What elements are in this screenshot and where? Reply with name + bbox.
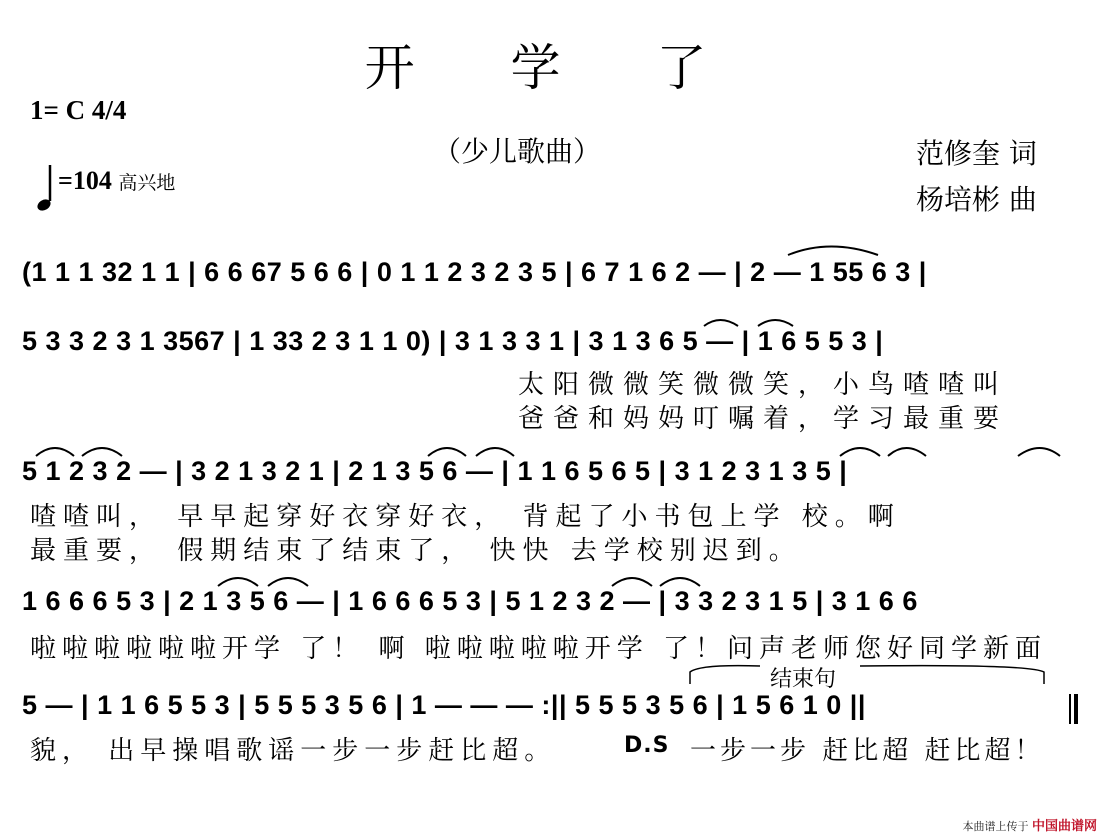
slur-line4c — [612, 578, 652, 586]
composer-credit: 杨培彬 曲 — [916, 183, 1037, 216]
lyric-line4: 啦啦啦啦啦啦开学 了！ 啊 啦啦啦啦啦开学 了！问声老师您好同学新面 — [30, 634, 1048, 664]
slur-line3c — [428, 448, 466, 456]
ending-bracket-right — [860, 666, 1044, 684]
ending-phrase-label: 结束句 — [770, 667, 837, 692]
ds-marking: D.S — [624, 733, 670, 758]
footer-site-name: 中国曲谱网 — [1031, 819, 1097, 834]
slur-line3f — [888, 448, 926, 456]
notation-line-5: 5 — | 1 1 6 5 5 3 | 5 5 5 3 5 6 | 1 — — — :|| 5 5 5 3 5 6 | 1 5 6 1 0 || — [22, 690, 866, 720]
tempo-value: =104 — [58, 166, 112, 195]
lyricist-credit: 范修奎 词 — [916, 137, 1037, 170]
slur-line3b — [82, 448, 122, 456]
notation-line-1: (1 1 1 32 1 1 | 6 6 67 5 6 6 | 0 1 1 2 3 2 3 5 | 6 7 1 6 2 — | 2 — 1 55 6 3 | — [22, 257, 927, 287]
tempo-expression: 高兴地 — [118, 172, 176, 194]
slur-line4a — [218, 578, 258, 586]
lyric-verse1-line2: 太阳微微笑微微笑，小鸟喳喳叫 — [518, 370, 1009, 400]
page-title: 开 学 了 — [364, 39, 747, 97]
slur-line3g — [1018, 448, 1060, 456]
slur-line4b — [268, 578, 308, 586]
lyric-verse2-line3: 最重要， 假期结束了结束了， 快快 去学校别迟到。 — [30, 536, 802, 566]
slur-line4d — [660, 578, 700, 586]
notation-line-4: 1 6 6 6 5 3 | 2 1 3 5 6 — | 1 6 6 6 5 3 | 5 1 2 3 2 — | 3 3 2 3 1 5 | 3 1 6 6 — [22, 586, 918, 616]
notation-line-3: 5 1 2 3 2 — | 3 2 1 3 2 1 | 2 1 3 5 6 — | 1 1 6 5 6 5 | 3 1 2 3 1 3 5 | — [22, 456, 848, 486]
lyric-verse1-line3: 喳喳叫， 早早起穿好衣穿好衣， 背起了小书包上学 校。啊 — [30, 502, 901, 532]
lyric-line5: 貌， 出早操唱歌谣一步一步赶比超。 — [30, 736, 557, 766]
tie-line1 — [788, 247, 878, 256]
key-signature: 1= C 4/4 — [30, 95, 127, 125]
lyric-verse2-line2: 爸爸和妈妈叮嘱着，学习最重要 — [518, 404, 1009, 434]
slur-line3e — [840, 448, 880, 456]
slur-line2a — [704, 320, 738, 326]
song-subtitle: （少儿歌曲） — [433, 135, 602, 168]
footer-uploaded-label: 本曲谱上传于 — [962, 820, 1029, 833]
lyric-ending: 一步一步 赶比超 赶比超！ — [690, 736, 1045, 766]
ending-bracket-left — [690, 666, 760, 684]
slur-line3d — [476, 448, 514, 456]
footer-credit — [962, 815, 1097, 834]
slur-line2b — [758, 320, 793, 326]
notation-line-2: 5 3 3 2 3 1 3567 | 1 33 2 3 1 1 0) | 3 1 3 3 1 | 3 1 3 6 5 — | 1 6 5 5 3 | — [22, 326, 884, 356]
slur-line3a — [36, 448, 74, 456]
